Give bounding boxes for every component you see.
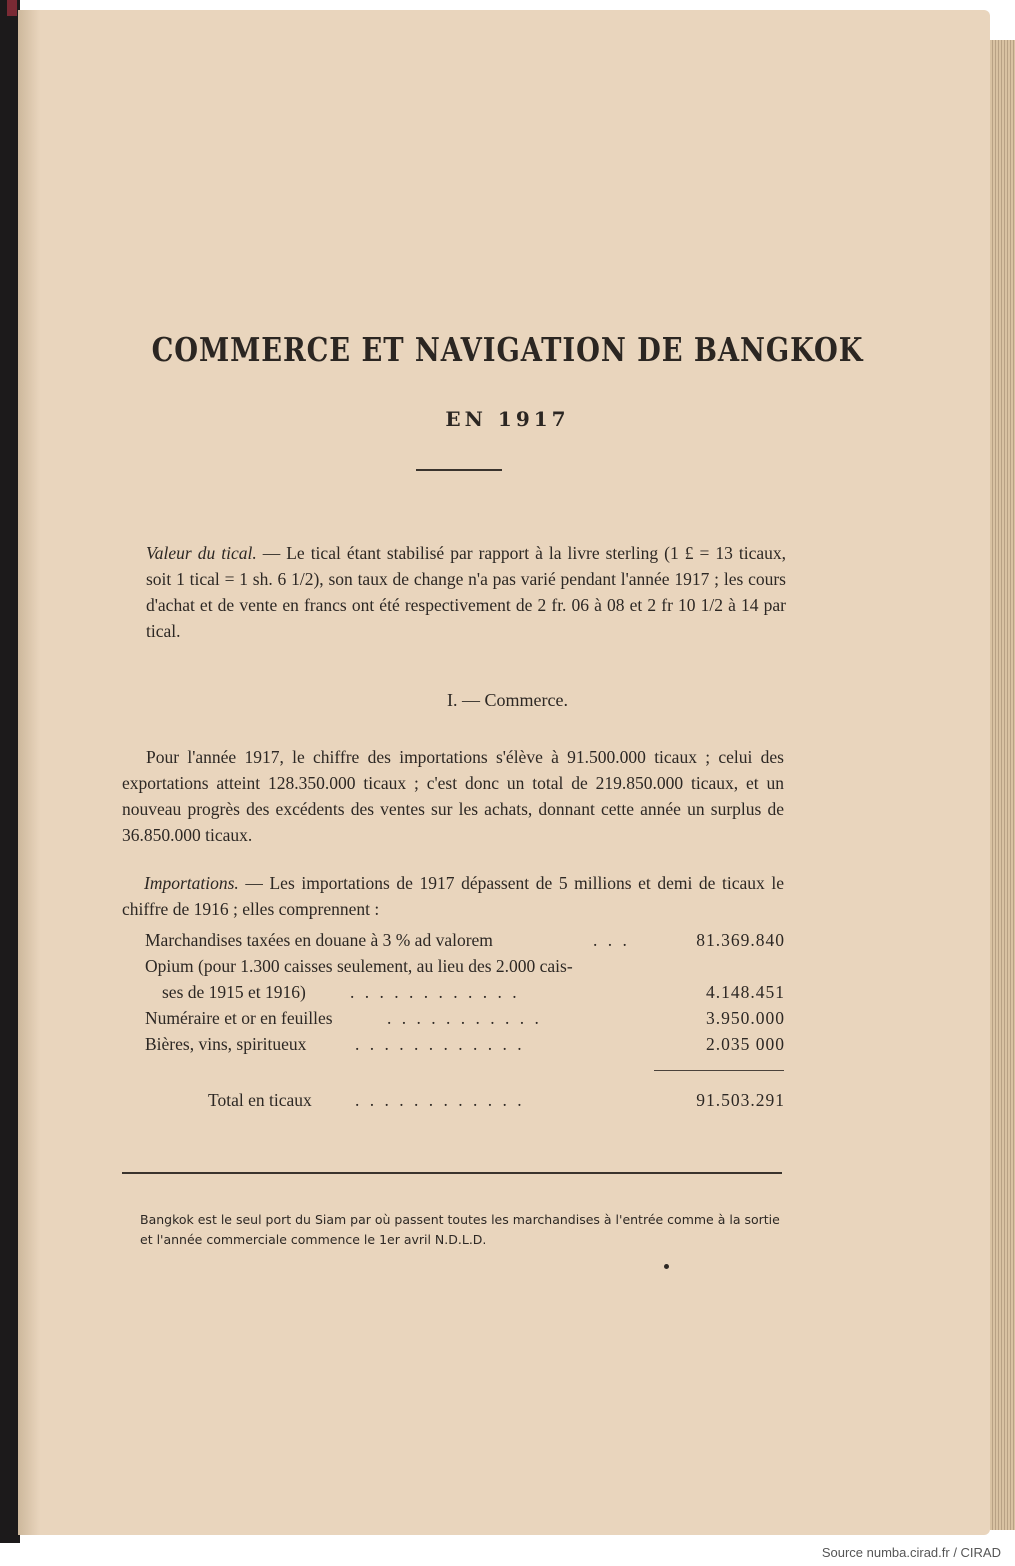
row-label: ses de 1915 et 1916) <box>162 982 306 1002</box>
intro-text: — Le tical étant stabilisé par rapport à la livre sterling (1 £ = 13 ticaux, soit 1 tical = 1 sh. 6 1/2), son taux de change n'a pas varié pendant l'année 1917 ; les cours d'achat et de vente en francs ont été respectivement de 2 fr. 06 à 08 et 2 fr 10 1/2 à 14 par tical. <box>146 543 787 641</box>
page-title: COMMERCE ET NAVIGATION DE BANGKOK <box>151 330 864 369</box>
ink-dot <box>664 1264 669 1269</box>
imports-lead: Importations. <box>144 873 239 893</box>
commerce-paragraph: Pour l'année 1917, le chiffre des importations s'élève à 91.500.000 ticaux ; celui des exportations atteint 128.350.000 ticaux ; c'est donc un total de 219.850.000 ticaux, et un nouveau progrès des excédents des ventes sur les achats, donnant cette année un surplus de 36.850.000 ticaux. <box>122 747 784 845</box>
total-rule <box>654 1070 784 1071</box>
row-value: 81.369.840 <box>696 930 785 950</box>
row-value: 2.035 000 <box>706 1034 785 1054</box>
total-value: 91.503.291 <box>696 1090 785 1110</box>
intro-paragraph <box>146 540 786 644</box>
leader-dots: . . . <box>593 930 630 950</box>
row-value: 4.148.451 <box>706 982 785 1002</box>
total-label: Total en ticaux <box>208 1090 312 1110</box>
footnote-divider <box>122 1172 782 1174</box>
imports-row <box>145 1034 785 1060</box>
page-stack-edge <box>990 40 1015 1530</box>
total-row <box>145 1090 785 1116</box>
imports-text: — Les importations de 1917 dépassent de 5 millions et demi de ticaux le chiffre de 1916 ; elles comprennent : <box>122 873 784 919</box>
imports-row <box>145 930 785 956</box>
row-label: Numéraire et or en feuilles <box>145 1008 333 1028</box>
footnote: Bangkok est le seul port du Siam par où passent toutes les marchandises à l'entrée comme à la sortie et l'année commerciale commence le 1er avril N.D.L.D. <box>140 1212 780 1247</box>
leader-dots: . . . . . . . . . . . . <box>355 1090 525 1110</box>
leader-dots: . . . . . . . . . . . . <box>355 1034 525 1054</box>
intro-lead: Valeur du tical. <box>146 543 257 563</box>
row-label: Opium (pour 1.300 caisses seulement, au lieu des 2.000 cais- <box>145 956 573 976</box>
row-value: 3.950.000 <box>706 1008 785 1028</box>
row-label: Bières, vins, spiritueux <box>145 1034 307 1054</box>
section-heading: I. — Commerce. <box>447 690 568 710</box>
imports-row <box>145 956 785 982</box>
book-spine <box>0 0 20 1543</box>
leader-dots: . . . . . . . . . . . <box>387 1008 542 1028</box>
leader-dots: . . . . . . . . . . . . <box>350 982 520 1002</box>
imports-row <box>145 1008 785 1034</box>
title-divider <box>416 469 502 471</box>
imports-paragraph <box>122 870 784 922</box>
page-gutter <box>18 10 40 1535</box>
row-label: Marchandises taxées en douane à 3 % ad valorem <box>145 930 493 950</box>
imports-row <box>145 982 785 1008</box>
source-credit: Source numba.cirad.fr / CIRAD <box>821 1545 1001 1560</box>
page-subtitle: EN 1917 <box>445 407 570 431</box>
spine-ribbon <box>7 0 17 16</box>
